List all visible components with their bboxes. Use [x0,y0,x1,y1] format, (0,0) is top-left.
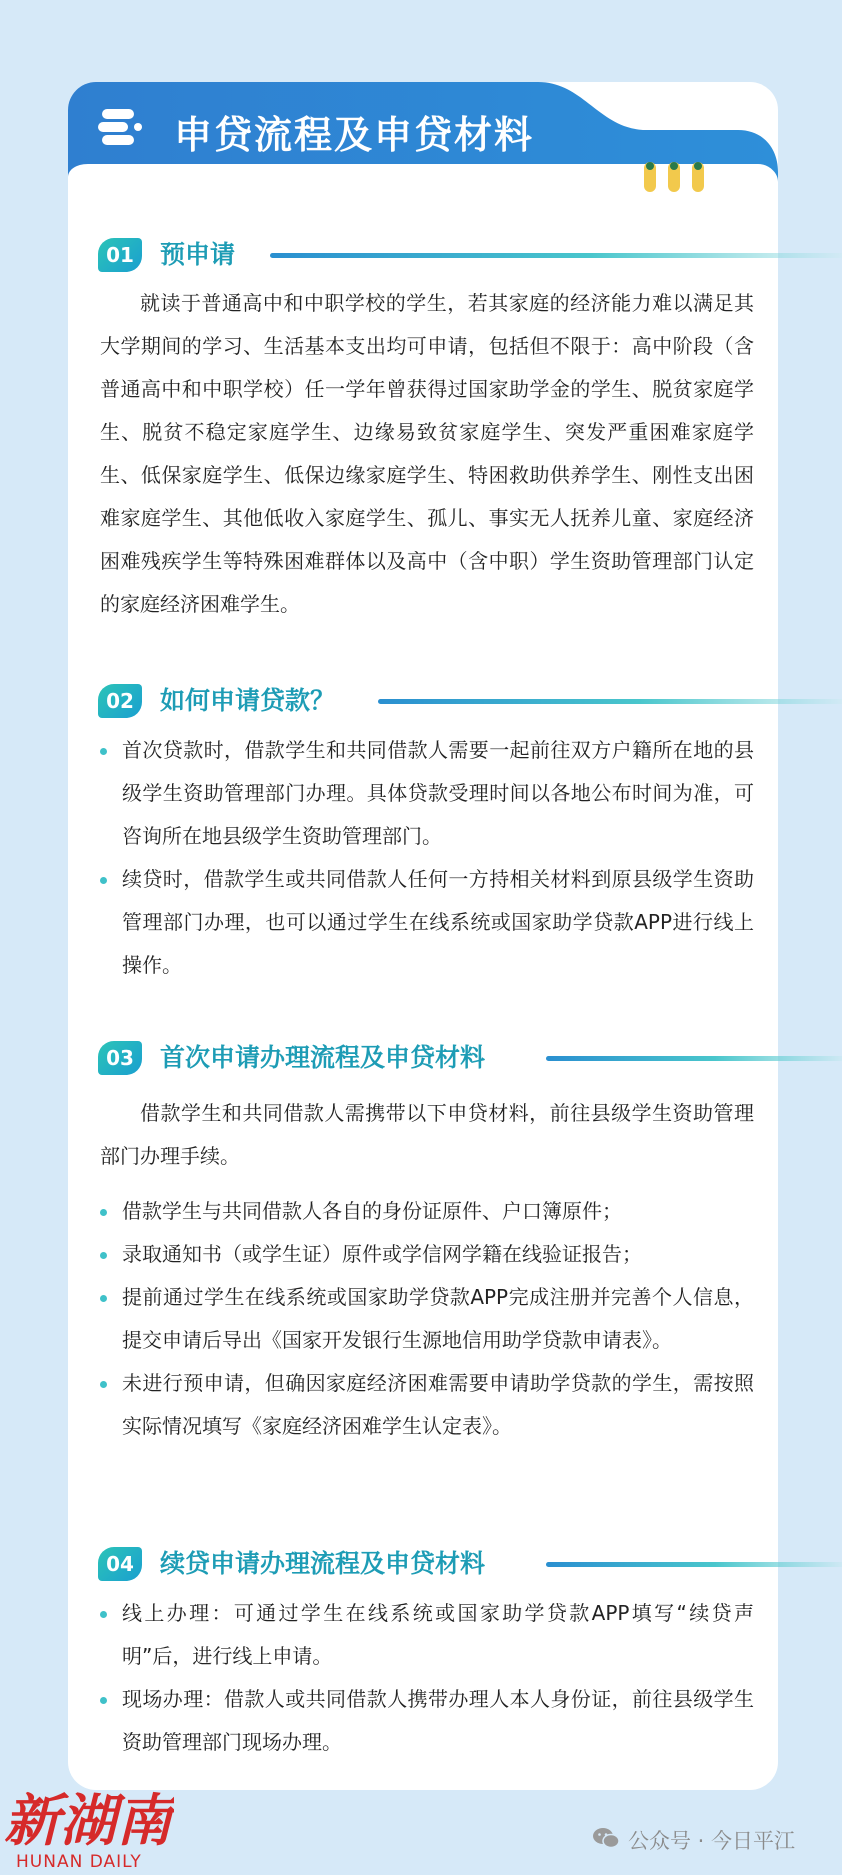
section-04-header [98,1545,758,1585]
section-02-header [98,682,758,722]
section-03-list [100,1190,754,1448]
section-divider [546,1562,842,1567]
section-number-badge: 01 [98,238,142,272]
section-03-header [98,1039,758,1079]
section-divider [546,1056,842,1061]
list-item: 续贷时，借款学生或共同借款人任何一方持相关材料到原县级学生资助管理部门办理，也可以通过学生在线系统或国家助学贷款APP进行线上操作。 [100,858,754,987]
list-item: 借款学生与共同借款人各自的身份证原件、户口簿原件； [100,1190,754,1233]
section-02-list [100,729,754,987]
section-04-list [100,1592,754,1764]
svg-text:新湖南: 新湖南 [4,1788,172,1854]
section-number-badge: 02 [98,684,142,718]
section-title: 首次申请办理流程及申贷材料 [160,1043,486,1072]
section-title: 续贷申请办理流程及申贷材料 [160,1549,486,1578]
decorative-pins [640,160,708,196]
xinhunan-logo [4,1782,174,1854]
section-03-paragraph: 借款学生和共同借款人需携带以下申贷材料，前往县级学生资助管理部门办理手续。 [100,1101,754,1168]
section-divider [270,253,842,258]
section-number-badge: 03 [98,1041,142,1075]
list-item: 未进行预申请，但确因家庭经济困难需要申请助学贷款的学生，需按照实际情况填写《家庭经济困难学生认定表》。 [100,1362,754,1448]
bullet-dot [100,748,107,755]
list-item: 录取通知书（或学生证）原件或学信网学籍在线验证报告； [100,1233,754,1276]
logo-subtitle: HUNAN DAILY [16,1852,142,1872]
stack-coins-icon [98,107,146,147]
page-title: 申贷流程及申贷材料 [174,113,535,157]
section-title: 预申请 [160,240,236,269]
bullet-dot [100,1381,107,1388]
list-item: 线上办理：可通过学生在线系统或国家助学贷款APP填写“续贷声明”后，进行线上申请。 [100,1592,754,1678]
source-label: 公众号 · 今日平江 [628,1829,796,1853]
list-item: 提前通过学生在线系统或国家助学贷款APP完成注册并完善个人信息，提交申请后导出《国家开发银行生源地信用助学贷款申请表》。 [100,1276,754,1362]
section-01-header [98,236,758,276]
bullet-dot [100,1209,107,1216]
bullet-dot [100,1611,107,1618]
section-number-badge: 04 [98,1547,142,1581]
list-item: 首次贷款时，借款学生和共同借款人需要一起前往双方户籍所在地的县级学生资助管理部门办理。具体贷款受理时间以各地公布时间为准，可咨询所在地县级学生资助管理部门。 [100,729,754,858]
section-divider [378,699,842,704]
bullet-dot [100,1252,107,1259]
list-item: 现场办理：借款人或共同借款人携带办理人本人身份证，前往县级学生资助管理部门现场办理。 [100,1678,754,1764]
bullet-dot [100,1295,107,1302]
section-01-paragraph: 就读于普通高中和中职学校的学生，若其家庭的经济能力难以满足其大学期间的学习、生活基本支出均可申请，包括但不限于：高中阶段（含普通高中和中职学校）任一学年曾获得过国家助学金的学生、脱贫家庭学生、脱贫不稳定家庭学生、边缘易致贫家庭学生、突发严重困难家庭学生、低保家庭学生、低保边缘家庭学生、特困救助供养学生、刚性支出困难家庭学生、其他低收入家庭学生、孤儿、事实无人抚养儿童、家庭经济困难残疾学生等特殊困难群体以及高中（含中职）学生资助管理部门认定的家庭经济困难学生。 [100,291,754,616]
bullet-dot [100,877,107,884]
wechat-icon [592,1826,620,1850]
bullet-dot [100,1697,107,1704]
section-title: 如何申请贷款？ [160,686,336,715]
